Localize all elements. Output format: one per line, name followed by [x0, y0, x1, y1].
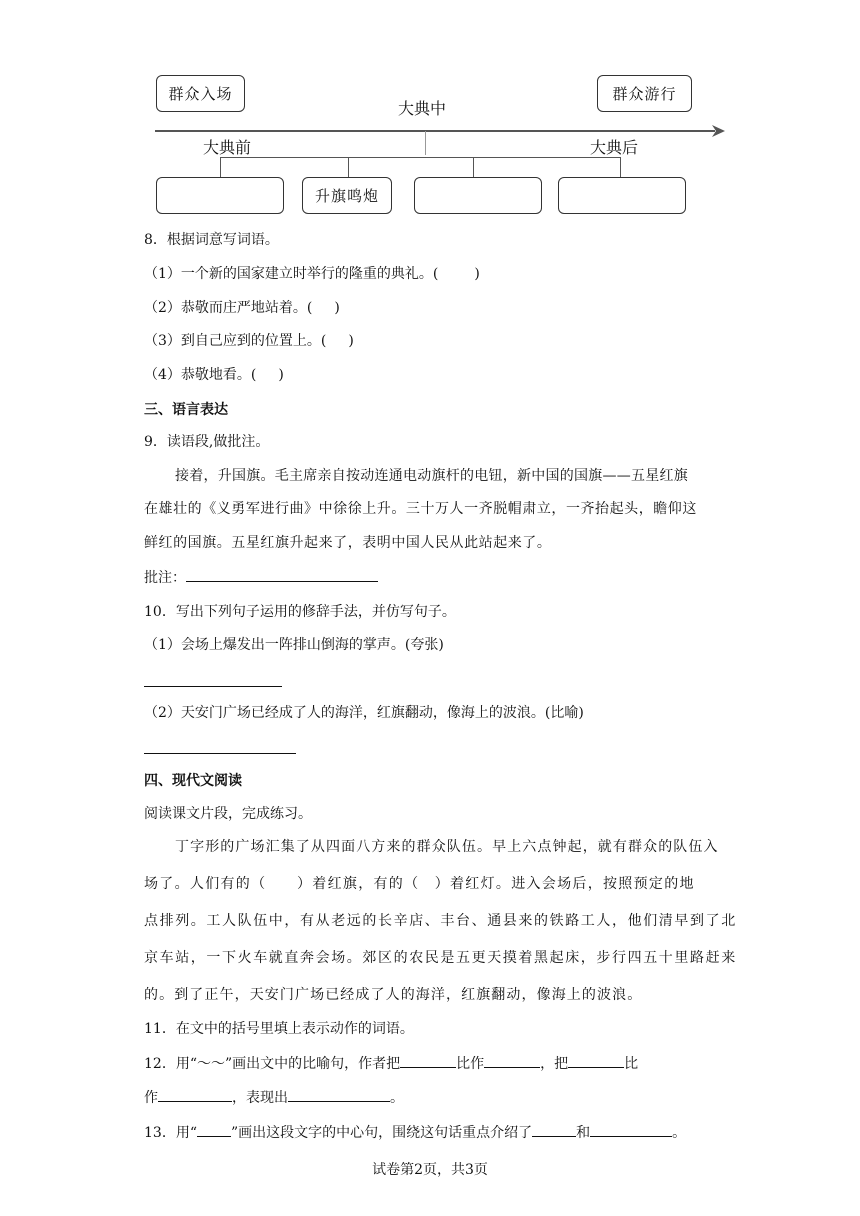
label-during-ceremony: 大典中 — [398, 99, 447, 118]
reading-line-3: 点排列。工人队伍中，有从老远的长辛店、丰台、通县来的铁路工人，他们清早到了北 — [144, 913, 737, 929]
q13-blank-1[interactable] — [532, 1122, 576, 1137]
q12-text-3: ，把 — [540, 1056, 569, 1072]
q10-title: 10．写出下列句子运用的修辞手法，并仿写句子。 — [144, 604, 456, 620]
q10-item-2: （2）天安门广场已经成了人的海洋，红旗翻动，像海上的波浪。(比喻) — [144, 705, 584, 721]
answer-box-1[interactable] — [156, 177, 284, 214]
q12-blank-1[interactable] — [400, 1053, 456, 1068]
q12-blank-3[interactable] — [568, 1053, 624, 1068]
q13-text-1: 13．用“ — [144, 1125, 197, 1141]
box-flag-raising: 升旗鸣炮 — [302, 177, 392, 214]
q12-text-2: 比作 — [456, 1056, 485, 1072]
q8-item-1-text: （1）一个新的国家建立时举行的隆重的典礼。( — [144, 266, 439, 282]
q13-line — [144, 1122, 686, 1143]
q13-text-2: ”画出这段文字的中心句，围绕这句话重点介绍了 — [230, 1125, 533, 1141]
section-3-heading: 三、语言表达 — [144, 402, 228, 418]
answer-box-3[interactable] — [414, 177, 542, 214]
q8-title: 8．根据词意写词语。 — [144, 232, 279, 248]
q11-text: 11．在文中的括号里填上表示动作的词语。 — [144, 1021, 414, 1037]
connector-drop-4 — [620, 157, 621, 178]
box-crowd-entry: 群众入场 — [156, 75, 245, 112]
q13-underline-sample — [197, 1122, 231, 1137]
q9-note — [144, 567, 378, 588]
q8-item-3-close: ) — [348, 333, 354, 349]
timeline-axis — [155, 130, 715, 132]
answer-box-4[interactable] — [558, 177, 686, 214]
reading-line-5: 的。到了正午，天安门广场已经成了人的海洋，红旗翻动，像海上的波浪。 — [144, 987, 643, 1003]
label-after-ceremony: 大典后 — [590, 138, 639, 157]
q9-para-line-2: 在雄壮的《义勇军进行曲》中徐徐上升。三十万人一齐脱帽肃立，一齐抬起头，瞻仰这 — [144, 501, 697, 517]
q13-blank-2[interactable] — [590, 1122, 672, 1137]
q9-note-label: 批注： — [144, 570, 186, 586]
box-crowd-parade: 群众游行 — [597, 75, 692, 112]
q8-item-1 — [144, 264, 480, 284]
connector-drop-1 — [220, 157, 221, 178]
q8-item-4 — [144, 365, 284, 385]
q12-text-1: 12．用“～～”画出文中的比喻句，作者把 — [144, 1056, 401, 1072]
reading-intro: 阅读课文片段，完成练习。 — [144, 806, 312, 822]
q12-text-5: 作 — [144, 1090, 158, 1106]
q12-blank-2[interactable] — [484, 1053, 540, 1068]
q9-title: 9．读语段,做批注。 — [144, 434, 270, 450]
q12-text-6: ，表现出 — [232, 1090, 288, 1106]
q10-blank-1[interactable] — [144, 686, 282, 687]
q10-blank-2[interactable] — [144, 753, 296, 754]
q10-item-1: （1）会场上爆发出一阵排山倒海的掌声。(夸张) — [144, 637, 444, 653]
q8-item-2-text: （2）恭敬而庄严地站着。( — [144, 300, 313, 316]
q12-text-4: 比 — [624, 1056, 639, 1072]
section-4-heading: 四、现代文阅读 — [144, 773, 242, 789]
reading-line-1: 丁字形的广场汇集了从四面八方来的群众队伍。早上六点钟起，就有群众的队伍入 — [175, 839, 719, 855]
timeline-arrowhead — [712, 125, 726, 137]
q9-note-blank[interactable] — [186, 567, 378, 582]
q8-item-3-text: （3）到自己应到的位置上。( — [144, 333, 327, 349]
q13-text-3: 和 — [576, 1125, 591, 1141]
q8-item-3 — [144, 331, 354, 351]
q9-para-line-3: 鲜红的国旗。五星红旗升起来了，表明中国人民从此站起来了。 — [144, 535, 552, 551]
q8-item-2 — [144, 298, 340, 318]
q12-text-7: 。 — [390, 1090, 404, 1106]
q12-line-1 — [144, 1053, 638, 1074]
q12-blank-4[interactable] — [158, 1087, 232, 1102]
q13-text-4: 。 — [672, 1125, 687, 1141]
connector-drop-3 — [473, 157, 474, 178]
q8-item-1-close: ) — [474, 266, 480, 282]
reading-line-4: 京车站，一下火车就直奔会场。郊区的农民是五更天摸着黑起床，步行四五十里路赶来 — [144, 950, 737, 966]
connector-stem — [348, 157, 349, 178]
q8-item-2-close: ) — [334, 300, 340, 316]
q8-item-4-text: （4）恭敬地看。( — [144, 367, 257, 383]
q12-line-2 — [144, 1087, 404, 1108]
timeline-center-tick — [425, 131, 426, 155]
q8-item-4-close: ) — [278, 367, 284, 383]
q12-blank-5[interactable] — [288, 1087, 390, 1102]
connector-bar — [220, 157, 621, 158]
reading-line-2: 场了。人们有的（ ）着红旗，有的（ ）着红灯。进入会场后，按照预定的地 — [144, 876, 695, 892]
q9-para-line-1: 接着，升国旗。毛主席亲自按动连通电动旗杆的电钮，新中国的国旗——五星红旗 — [175, 468, 688, 484]
label-before-ceremony: 大典前 — [203, 138, 252, 157]
page-footer: 试卷第2页，共3页 — [372, 1162, 488, 1178]
